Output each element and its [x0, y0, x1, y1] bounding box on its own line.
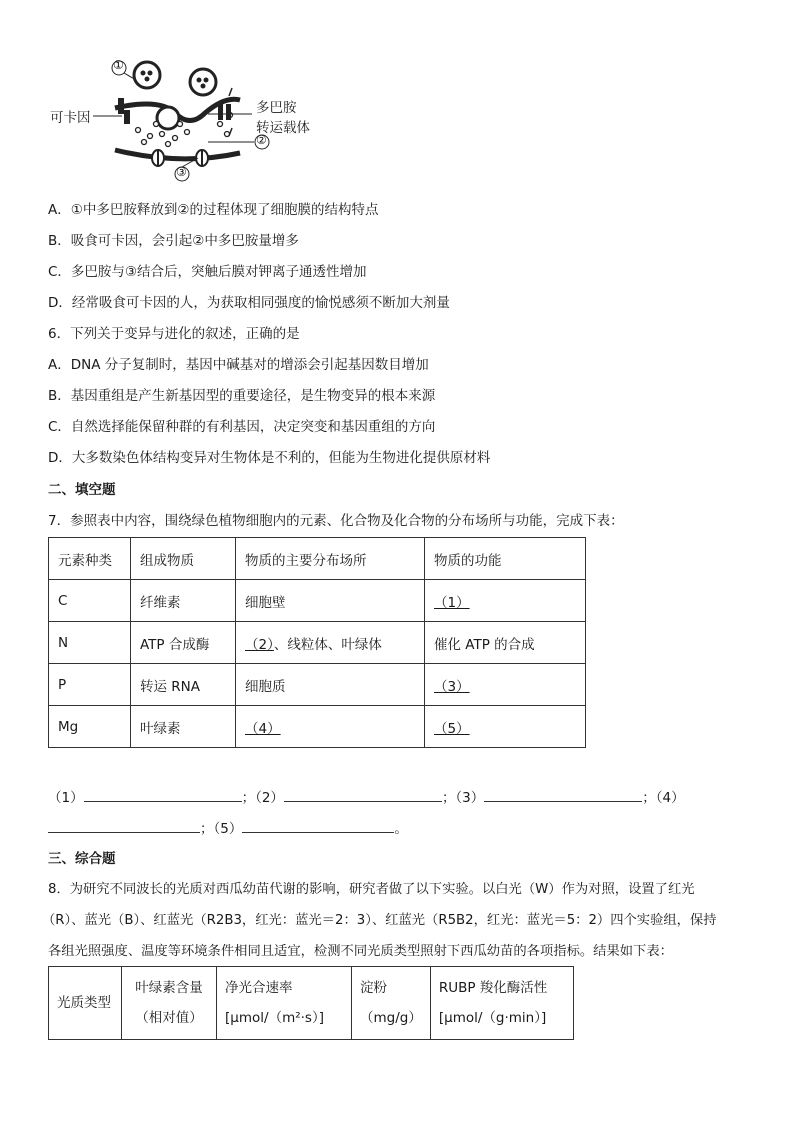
answer-label-4: ；（4）: [642, 790, 685, 806]
table-cell: 催化 ATP 的合成: [425, 622, 586, 664]
table-cell: 转运 RNA: [131, 664, 236, 706]
q6-stem: 6．下列关于变异与进化的叙述，正确的是: [48, 326, 300, 342]
blank-1: （1）: [434, 594, 470, 611]
mark-2: ②: [256, 133, 267, 147]
q8-text-1: 8．为研究不同波长的光质对西瓜幼苗代谢的影响，研究者做了以下实验。以白光（W）作为对照，设置了红光: [48, 882, 695, 897]
header-text: 光质类型: [57, 995, 111, 1011]
table-cell-mixed: [236, 622, 425, 664]
q6-option-b: B．基因重组是产生新基因型的重要途径，是生物变异的根本来源: [48, 388, 436, 404]
table-header-row: [49, 538, 586, 580]
header-unit: [μmol/（g·min）]: [438, 1010, 547, 1026]
table-row: [49, 706, 586, 748]
q5-option-d: D．经常吸食可卡因的人，为获取相同强度的愉悦感须不断加大剂量: [48, 295, 450, 311]
answer-label-1: （1）: [48, 790, 84, 806]
answer-blank-3[interactable]: [484, 787, 642, 802]
blank-2: （2）: [245, 636, 274, 653]
answer-blank-1[interactable]: [84, 787, 242, 802]
answer-end: 。: [394, 821, 408, 837]
table-cell-blank: [425, 580, 586, 622]
header-text: 淀粉: [360, 980, 387, 996]
header-unit: [μmol/（m²·s）]: [225, 1010, 324, 1026]
answer-label-3: ；（3）: [441, 790, 485, 806]
q5-option-a: A．①中多巴胺释放到②的过程体现了细胞膜的结构特点: [48, 202, 379, 218]
table-cell: 叶绿素: [131, 706, 236, 748]
fusing-vesicle: [157, 107, 179, 129]
dopamine-transporter: [218, 104, 223, 120]
table-header: 物质的功能: [425, 538, 586, 580]
q7-stem: 7．参照表中内容，围绕绿色植物细胞内的元素、化合物及化合物的分布场所与功能，完成下表：: [48, 513, 624, 529]
header-text: RUBP 羧化酶活性: [438, 980, 548, 996]
blank-4: （4）: [245, 720, 281, 737]
answer-line-1: [48, 787, 685, 808]
table-header: [49, 967, 122, 1040]
postsynaptic-membrane: [115, 150, 240, 159]
answer-label-5: ；（5）: [200, 821, 243, 837]
table-header: [122, 967, 217, 1040]
table-cell: 纤维素: [131, 580, 236, 622]
q7-table: [48, 537, 586, 748]
answer-blank-4[interactable]: [48, 818, 200, 833]
q6-option-c: C．自然选择能保留种群的有利基因，决定突变和基因重组的方向: [48, 419, 436, 435]
blank-5: （5）: [434, 720, 470, 737]
synapse-diagram: [40, 58, 340, 186]
q6-option-d: D．大多数染色体结构变异对生物体是不利的，但能为生物进化提供原材料: [48, 450, 491, 466]
table-header: [352, 967, 431, 1040]
table-cell: P: [49, 664, 131, 706]
table-cell-blank: [425, 706, 586, 748]
table-header-row: [49, 967, 574, 1040]
q6-option-a: A．DNA 分子复制时，基因中碱基对的增添会引起基因数目增加: [48, 357, 429, 373]
table-cell: C: [49, 580, 131, 622]
q8-text-3: 各组光照强度、温度等环境条件相同且适宜，检测不同光质类型照射下西瓜幼苗的各项指标。结果如下表：: [48, 944, 673, 959]
vesicle: [190, 69, 216, 95]
answer-blank-5[interactable]: [242, 818, 394, 833]
vesicle: [134, 62, 160, 88]
header-text: 叶绿素含量: [135, 980, 203, 996]
label-dopamine: 多巴胺: [256, 100, 297, 116]
table-cell: Mg: [49, 706, 131, 748]
table-header: [430, 967, 573, 1040]
mark-3: ③: [176, 165, 187, 179]
table-cell-blank: [425, 664, 586, 706]
label-transporter: 转运载体: [256, 120, 310, 136]
table-cell-blank: [236, 706, 425, 748]
q5-option-c: C．多巴胺与③结合后，突触后膜对钾离子通透性增加: [48, 264, 367, 280]
header-unit: （mg/g）: [360, 1010, 422, 1026]
q5-option-b: B．吸食可卡因，会引起②中多巴胺量增多: [48, 233, 299, 249]
table-row: [49, 664, 586, 706]
table-header: 物质的主要分布场所: [236, 538, 425, 580]
blank-3: （3）: [434, 678, 470, 695]
table-header: 元素种类: [49, 538, 131, 580]
q8-table: [48, 966, 574, 1040]
table-cell: N: [49, 622, 131, 664]
q8-text-2: （R）、蓝光（B）、红蓝光（R2B3，红光：蓝光＝2：3）、红蓝光（R5B2，红光：蓝光＝5：2）四个实验组，保持: [42, 913, 717, 928]
answer-line-2: [48, 818, 408, 839]
section-2-title: 二、填空题: [48, 482, 116, 498]
section-3-title: 三、综合题: [48, 851, 116, 867]
table-cell: 细胞质: [236, 664, 425, 706]
answer-blank-2[interactable]: [284, 787, 442, 802]
answer-label-2: ；（2）: [241, 790, 284, 806]
table-row: [49, 580, 586, 622]
label-cocaine: 可卡因: [50, 110, 91, 126]
table-header: [217, 967, 352, 1040]
header-text: 净光合速率: [225, 980, 293, 996]
table-cell: 细胞壁: [236, 580, 425, 622]
table-header: 组成物质: [131, 538, 236, 580]
table-cell: ATP 合成酶: [131, 622, 236, 664]
table-row: [49, 622, 586, 664]
place-suffix: 、线粒体、叶绿体: [273, 636, 382, 653]
mark-1: ①: [113, 58, 124, 72]
header-unit: （相对值）: [135, 1010, 203, 1026]
